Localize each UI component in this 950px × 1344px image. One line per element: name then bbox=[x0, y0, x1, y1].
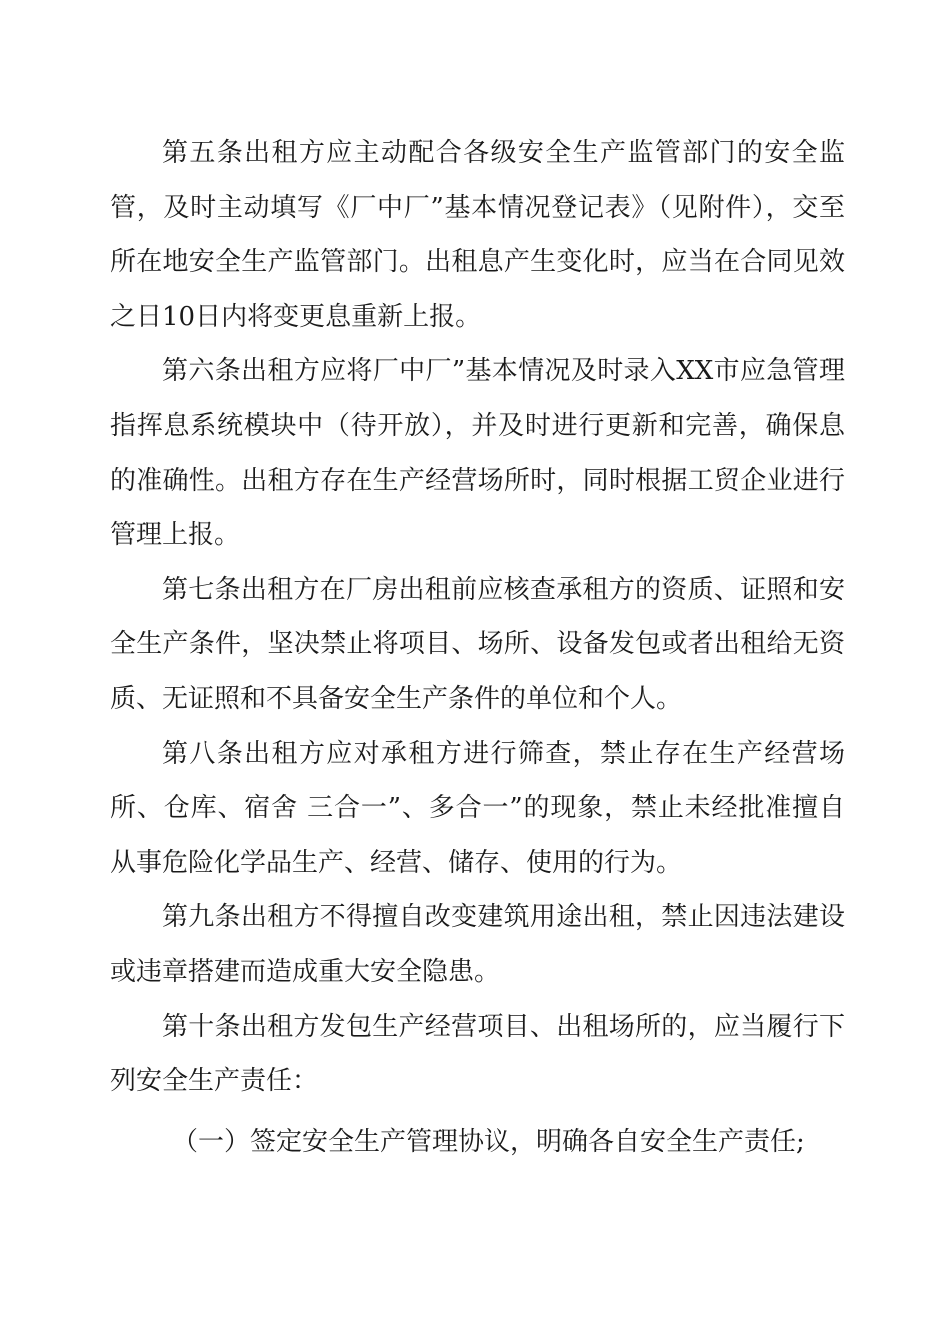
article-6-paragraph: 第六条出租方应将厂中厂”基本情况及时录入XX市应急管理指挥息系统模块中（待开放），并及时进行更新和完善，确保息的准确性。出租方存在生产经营场所时，同时根据工贸企业进行管理上报。 bbox=[110, 356, 845, 551]
article-9-paragraph: 第九条出租方不得擅自改变建筑用途出租，禁止因违法建设或违章搭建而造成重大安全隐患。 bbox=[110, 902, 845, 987]
article-10-item-1: （一）签定安全生产管理协议，明确各自安全生产责任; bbox=[172, 1126, 805, 1157]
article-10-paragraph: 第十条出租方发包生产经营项目、出租场所的，应当履行下列安全生产责任： bbox=[110, 1011, 845, 1097]
article-8-paragraph: 第八条出租方应对承租方进行筛查，禁止存在生产经营场所、仓库、宿舍 三合一”、多合一”的现象，禁止未经批准擅自从事危险化学品生产、经营、储存、使用的行为。 bbox=[110, 738, 845, 878]
article-5-paragraph: 第五条出租方应主动配合各级安全生产监管部门的安全监管，及时主动填写《厂中厂”基本情况登记表》（见附件），交至所在地安全生产监管部门。出租息产生变化时，应当在合同见效之日10日内将变更息重新上报。 bbox=[110, 138, 845, 332]
document-body bbox=[110, 126, 845, 1169]
article-7-paragraph: 第七条出租方在厂房出租前应核查承租方的资质、证照和安全生产条件，坚决禁止将项目、场所、设备发包或者出租给无资质、无证照和不具备安全生产条件的单位和个人。 bbox=[110, 574, 845, 714]
